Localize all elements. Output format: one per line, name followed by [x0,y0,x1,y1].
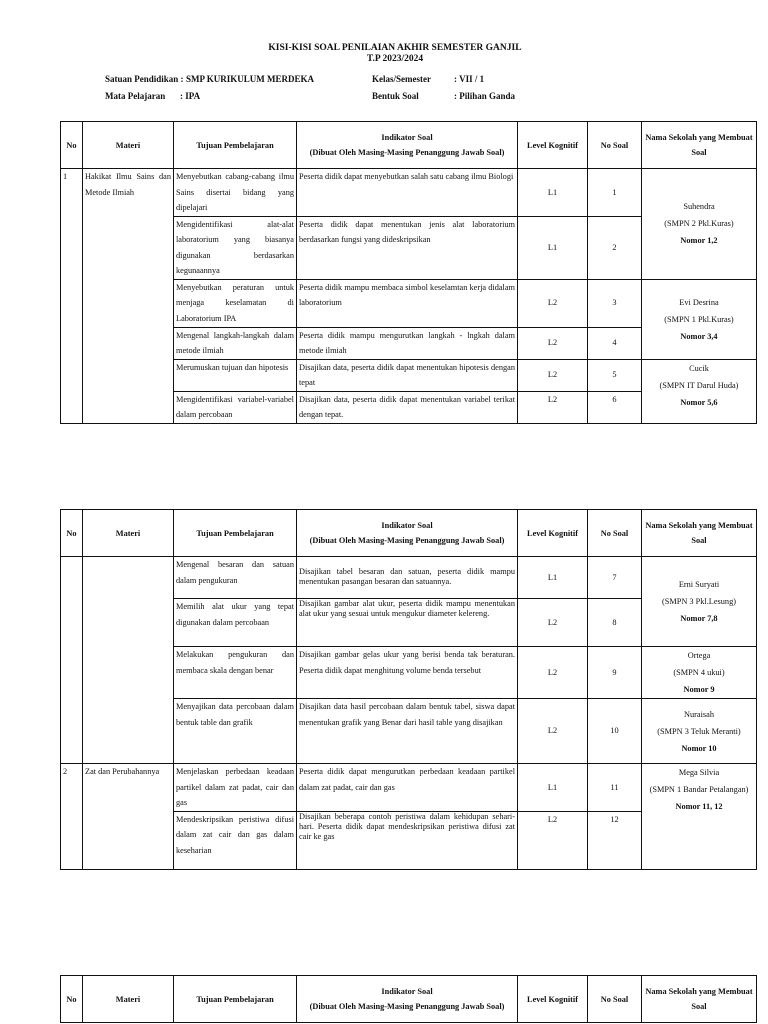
header-tujuan: Tujuan Pembelajaran [174,122,297,169]
school-cell: Mega Silvia (SMPN 1 Bandar Petalangan) Nomor 11, 12 [642,764,757,870]
kelas-value: : VII / 1 [454,74,485,84]
table-header-row [61,976,757,1023]
school-cell: Suhendra (SMPN 2 Pkl.Kuras) Nomor 1,2 [642,169,757,280]
header-level: Level Kognitif [518,122,588,169]
level-cell: L2 [518,599,588,647]
header-nama: Nama Sekolah yang Membuat Soal [642,976,757,1023]
indikator-cell: Peserta didik dapat menyebutkan salah satu cabang ilmu Biologi [297,169,518,217]
table-header-row [61,122,757,169]
nosoal-cell: 2 [588,216,642,279]
header-nama: Nama Sekolah yang Membuat Soal [642,122,757,169]
header-indikator: Indikator Soal (Dibuat Oleh Masing-Masing Penanggung Jawab Soal) [297,510,518,557]
tujuan-cell: Merumuskan tujuan dan hipotesis [174,359,297,391]
tujuan-cell: Menyebutkan cabang-cabang ilmu Sains disertai bidang yang dipelajari [174,169,297,217]
nosoal-cell: 12 [588,811,642,869]
row-number: 1 [61,169,83,424]
indikator-cell: Disajikan beberapa contoh peristiwa dalam kehidupan sehari-hari. Peserta didik dapat mendeskripsikan peristiwa difusi zat cair ke gas [297,811,518,869]
nosoal-cell: 3 [588,279,642,327]
indikator-cell: Peserta didik mampu membaca simbol keselamtan kerja didalam laboratorium [297,279,518,327]
indikator-cell: Peserta didik dapat menentukan jenis alat laboratorium berdasarkan fungsi yang dideskripsikan [297,216,518,279]
tujuan-cell: Mengenal besaran dan satuan dalam pengukuran [174,557,297,599]
tujuan-cell: Mendeskripsikan peristiwa difusi dalam zat cair dan gas dalam keseharian [174,811,297,869]
level-cell: L2 [518,699,588,764]
nosoal-cell: 7 [588,557,642,599]
level-cell: L1 [518,764,588,812]
nosoal-cell: 10 [588,699,642,764]
table-row [61,169,757,217]
row-number [61,557,83,764]
mapel-value: : IPA [180,91,201,101]
indikator-cell: Disajikan gambar alat ukur, peserta didik mampu menentukan alat ukur yang sesuai untuk mengukur diameter kelereng. [297,599,518,647]
school-cell: Nuraisah (SMPN 3 Teluk Meranti) Nomor 10 [642,699,757,764]
header-level: Level Kognitif [518,510,588,557]
nosoal-cell: 5 [588,359,642,391]
header-no: No [61,510,83,557]
indikator-cell: Disajikan gambar gelas ukur yang berisi benda tak beraturan. Peserta didik dapat menghitung volume benda tersebut [297,647,518,699]
header-indikator: Indikator Soal (Dibuat Oleh Masing-Masing Penanggung Jawab Soal) [297,122,518,169]
tujuan-cell: Menyajikan data percobaan dalam bentuk table dan grafik [174,699,297,764]
header-materi: Materi [83,976,174,1023]
level-cell: L2 [518,327,588,359]
doc-year: T.P 2023/2024 [366,54,424,64]
nosoal-cell: 11 [588,764,642,812]
header-nosoal: No Soal [588,122,642,169]
header-tujuan: Tujuan Pembelajaran [174,510,297,557]
tujuan-cell: Menyebutkan peraturan untuk menjaga keselamatan di Laboratorium IPA [174,279,297,327]
level-cell: L2 [518,359,588,391]
header-nosoal: No Soal [588,510,642,557]
bentuk-value: : Pilihan Ganda [454,91,516,101]
tujuan-cell: Menjelaskan perbedaan keadaan partikel dalam zat padat, cair dan gas [174,764,297,812]
tujuan-cell: Memilih alat ukur yang tepat digunakan dalam percobaan [174,599,297,647]
level-cell: L2 [518,391,588,423]
materi-cell [83,557,174,764]
tujuan-cell: Mengidentifikasi alat-alat laboratorium yang biasanya digunakan berdasarkan kegunaannya [174,216,297,279]
level-cell: L1 [518,216,588,279]
header-nama: Nama Sekolah yang Membuat Soal [642,510,757,557]
header-indikator: Indikator Soal (Dibuat Oleh Masing-Masing Penanggung Jawab Soal) [297,976,518,1023]
table-row [61,764,757,812]
materi-cell: Hakikat Ilmu Sains dan Metode Ilmiah [83,169,174,424]
kisi-kisi-table-2 [60,509,757,870]
indikator-cell: Disajikan data, peserta didik dapat menentukan hipotesis dengan tepat [297,359,518,391]
header-materi: Materi [83,122,174,169]
school-cell: Erni Suryati (SMPN 3 Pkl.Lesung) Nomor 7,8 [642,557,757,647]
kisi-kisi-table-3 [60,975,757,1023]
header-nosoal: No Soal [588,976,642,1023]
indikator-cell: Peserta didik mampu mengurutkan langkah - lngkah dalam metode ilmiah [297,327,518,359]
indikator-cell: Disajikan data, peserta didik dapat menentukan variabel terikat dengan tepat. [297,391,518,423]
header-materi: Materi [83,510,174,557]
satuan-label: Satuan Pendidikan : [105,74,184,84]
table-header-row [61,510,757,557]
tujuan-cell: Melakukan pengukuran dan membaca skala dengan benar [174,647,297,699]
nosoal-cell: 9 [588,647,642,699]
table-row [61,557,757,599]
tujuan-cell: Mengidentifikasi variabel-variabel dalam percobaan [174,391,297,423]
level-cell: L2 [518,279,588,327]
level-cell: L2 [518,811,588,869]
row-number: 2 [61,764,83,870]
school-cell: Ortega (SMPN 4 ukui) Nomor 9 [642,647,757,699]
level-cell: L1 [518,557,588,599]
materi-cell: Zat dan Perubahannya [83,764,174,870]
tujuan-cell: Mengenal langkah-langkah dalam metode ilmiah [174,327,297,359]
bentuk-label: Bentuk Soal [372,91,419,101]
mapel-label: Mata Pelajaran [105,91,166,101]
school-cell: Cucik (SMPN IT Darul Huda) Nomor 5,6 [642,359,757,423]
header-no: No [61,976,83,1023]
school-cell: Evi Desrina (SMPN 1 Pkl.Kuras) Nomor 3,4 [642,279,757,359]
kisi-kisi-table-1 [60,121,757,424]
header-tujuan: Tujuan Pembelajaran [174,976,297,1023]
kelas-label: Kelas/Semester [372,74,431,84]
indikator-cell: Disajikan data hasil percobaan dalam bentuk tabel, siswa dapat menentukan grafik yang Benar dari hasil table yang disajikan [297,699,518,764]
satuan-value: SMP KURIKULUM MERDEKA [186,74,314,84]
nosoal-cell: 1 [588,169,642,217]
indikator-cell: Peserta didik dapat mengurutkan perbedaan keadaan partikel dalam zat padat, cair dan gas [297,764,518,812]
indikator-cell: Disajikan tabel besaran dan satuan, peserta didik mampu menentukan pasangan besaran dan satuannya. [297,557,518,599]
level-cell: L2 [518,647,588,699]
nosoal-cell: 4 [588,327,642,359]
nosoal-cell: 8 [588,599,642,647]
header-no: No [61,122,83,169]
level-cell: L1 [518,169,588,217]
header-level: Level Kognitif [518,976,588,1023]
nosoal-cell: 6 [588,391,642,423]
doc-title: KISI-KISI SOAL PENILAIAN AKHIR SEMESTER GANJIL [268,43,522,53]
